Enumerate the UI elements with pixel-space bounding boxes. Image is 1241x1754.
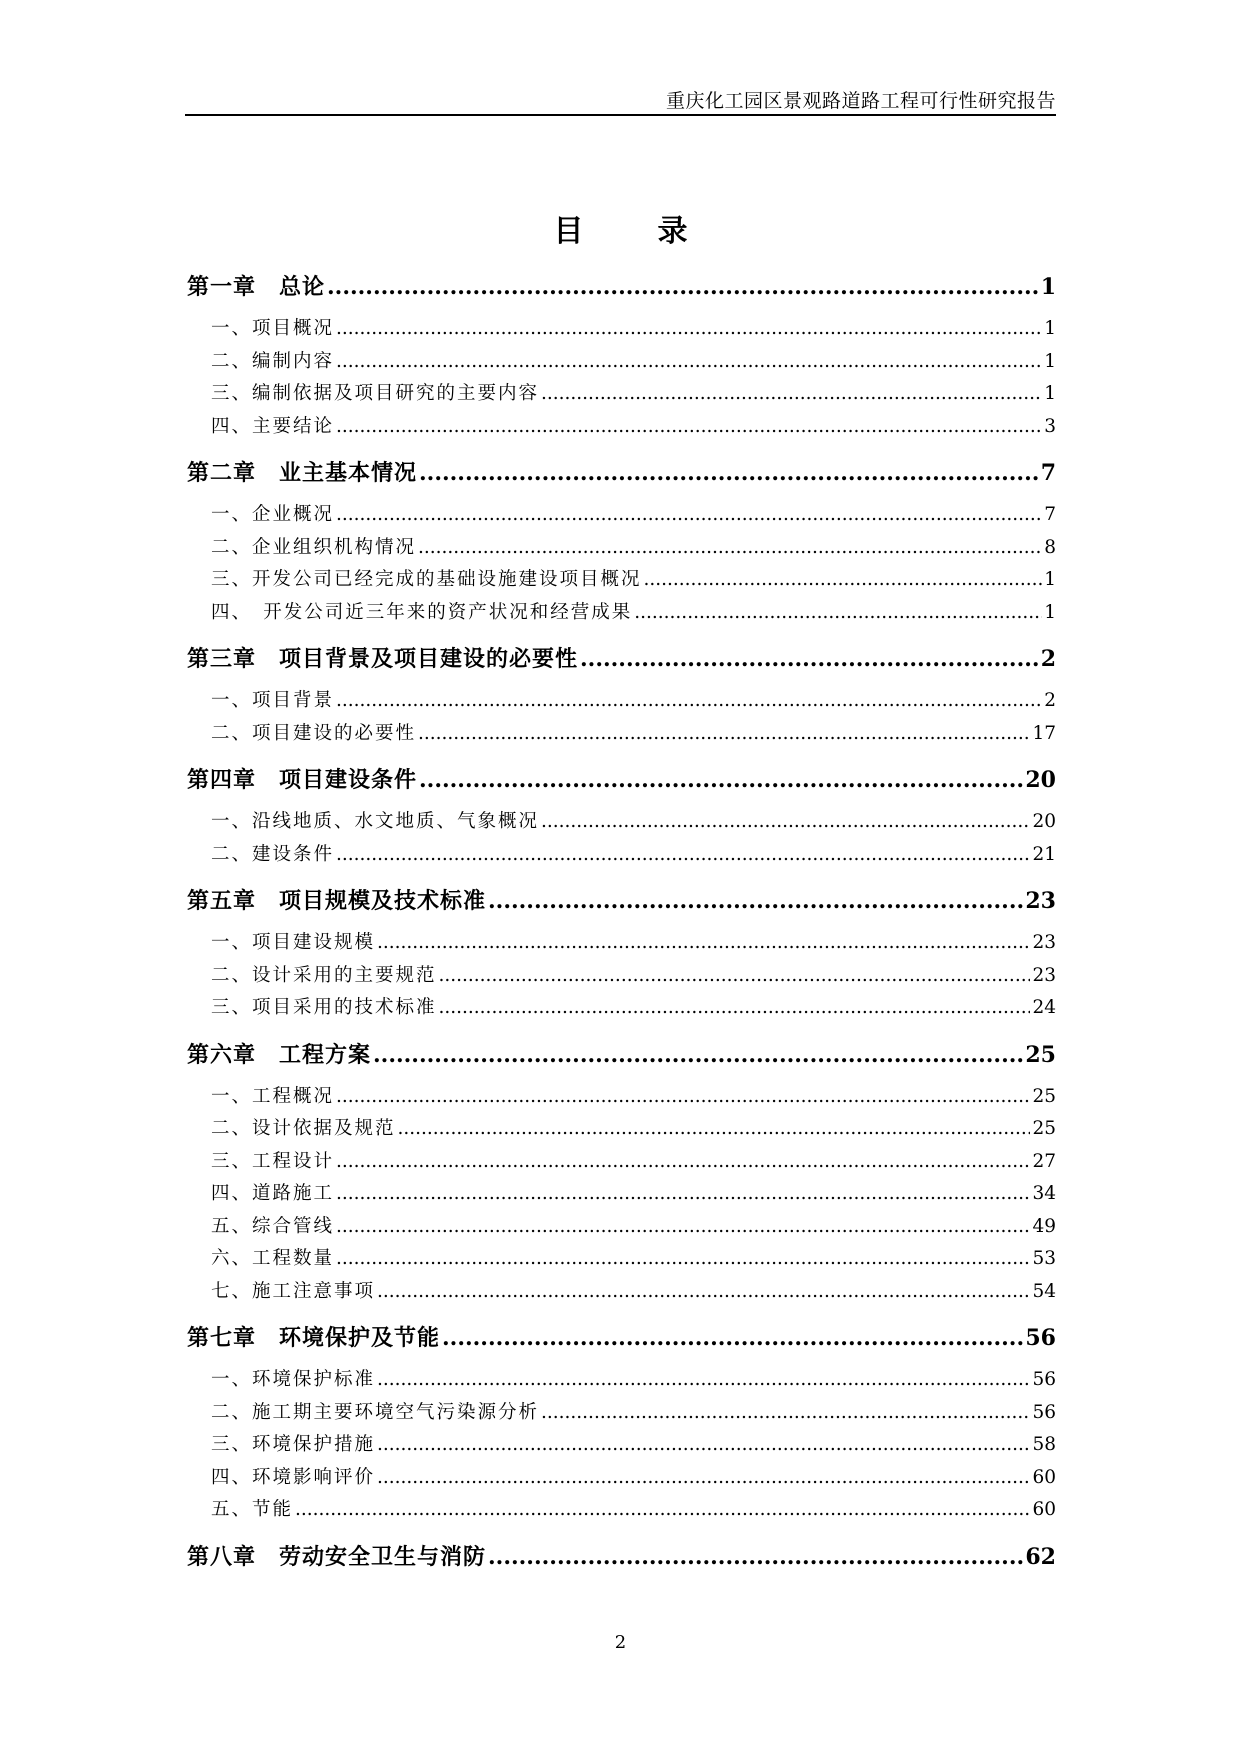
toc-section-label: 二、企业组织机构情况 bbox=[211, 536, 417, 558]
dot-leader bbox=[644, 564, 1043, 597]
dot-leader bbox=[336, 1211, 1030, 1244]
toc-section-page: 25 bbox=[1032, 1118, 1056, 1139]
toc-section-page: 7 bbox=[1044, 504, 1056, 525]
toc-section-label: 三、工程设计 bbox=[211, 1150, 335, 1172]
toc-section-page: 2 bbox=[1044, 690, 1056, 711]
toc-section-entry[interactable] bbox=[187, 718, 1056, 751]
dot-leader bbox=[418, 532, 1042, 565]
dot-leader bbox=[377, 1276, 1030, 1309]
toc-section-entry[interactable] bbox=[187, 1276, 1056, 1309]
toc-section-entry[interactable] bbox=[187, 1178, 1056, 1211]
toc-section-page: 1 bbox=[1044, 601, 1056, 623]
toc-chapter-entry[interactable] bbox=[187, 1540, 1056, 1571]
toc-section-entry[interactable] bbox=[187, 346, 1056, 379]
toc-title: 目 录 bbox=[553, 214, 710, 249]
toc-section-entry[interactable] bbox=[187, 1113, 1056, 1146]
toc-section-page: 56 bbox=[1032, 1369, 1056, 1390]
toc-section-page: 8 bbox=[1044, 536, 1056, 558]
toc-section-entry[interactable] bbox=[187, 839, 1056, 872]
toc-section-entry[interactable] bbox=[187, 685, 1056, 718]
toc-section-label: 五、节能 bbox=[211, 1499, 294, 1520]
toc-chapter-entry[interactable] bbox=[187, 1038, 1056, 1069]
toc-chapter-page: 7 bbox=[1040, 460, 1056, 486]
toc-section-page: 27 bbox=[1032, 1150, 1056, 1172]
dot-leader bbox=[488, 1544, 1023, 1570]
toc-chapter-label: 第四章 项目建设条件 bbox=[187, 767, 418, 793]
toc-section-label: 二、设计依据及规范 bbox=[211, 1118, 396, 1139]
toc-section-page: 1 bbox=[1044, 318, 1056, 339]
dot-leader bbox=[373, 1042, 1023, 1068]
toc-chapter-entry[interactable] bbox=[187, 884, 1056, 915]
toc-section-label: 一、项目建设规模 bbox=[211, 932, 376, 953]
toc-section-page: 56 bbox=[1032, 1401, 1056, 1423]
toc-section-label: 三、开发公司已经完成的基础设施建设项目概况 bbox=[211, 569, 642, 590]
toc-section-label: 三、项目采用的技术标准 bbox=[211, 997, 437, 1018]
toc-section-page: 53 bbox=[1032, 1248, 1056, 1269]
toc-section-entry[interactable] bbox=[187, 532, 1056, 565]
toc-section-entry[interactable] bbox=[187, 992, 1056, 1025]
toc-section-entry[interactable] bbox=[187, 1146, 1056, 1179]
toc-chapter-label: 第八章 劳动安全卫生与消防 bbox=[187, 1543, 487, 1570]
toc-section-label: 一、工程概况 bbox=[211, 1085, 335, 1107]
toc-chapter-entry[interactable] bbox=[187, 642, 1056, 673]
toc-section-label: 四、环境影响评价 bbox=[211, 1466, 376, 1488]
toc-section-entry[interactable] bbox=[187, 1081, 1056, 1114]
toc-section-entry[interactable] bbox=[187, 1462, 1056, 1495]
dot-leader bbox=[541, 378, 1042, 411]
dot-leader bbox=[541, 806, 1030, 839]
toc-section-page: 17 bbox=[1032, 722, 1056, 744]
toc-section-entry[interactable] bbox=[187, 378, 1056, 411]
toc-section-label: 五、综合管线 bbox=[211, 1215, 335, 1237]
dot-leader bbox=[336, 1178, 1030, 1211]
toc-chapter-entry[interactable] bbox=[187, 456, 1056, 487]
toc-section-entry[interactable] bbox=[187, 597, 1056, 630]
dot-leader bbox=[327, 274, 1039, 300]
toc-section-label: 二、施工期主要环境空气污染源分析 bbox=[211, 1401, 540, 1423]
toc-section-page: 23 bbox=[1032, 964, 1056, 986]
dot-leader bbox=[439, 960, 1031, 993]
toc-section-entry[interactable] bbox=[187, 313, 1056, 346]
toc-chapter-label: 第二章 业主基本情况 bbox=[187, 460, 418, 486]
dot-leader bbox=[336, 1146, 1030, 1179]
dot-leader bbox=[295, 1494, 1030, 1527]
toc-section-label: 四、道路施工 bbox=[211, 1183, 335, 1204]
toc-chapter-page: 62 bbox=[1025, 1543, 1056, 1570]
toc-chapter-page: 25 bbox=[1025, 1041, 1056, 1068]
dot-leader bbox=[580, 646, 1039, 672]
toc-chapter-page: 23 bbox=[1025, 888, 1056, 914]
dot-leader bbox=[634, 597, 1042, 630]
dot-leader bbox=[336, 411, 1042, 444]
toc-section-label: 七、施工注意事项 bbox=[211, 1280, 376, 1302]
toc-section-label: 四、主要结论 bbox=[211, 415, 335, 437]
toc-section-label: 六、工程数量 bbox=[211, 1248, 335, 1269]
header-rule bbox=[185, 114, 1056, 116]
toc-section-page: 54 bbox=[1032, 1280, 1056, 1302]
toc-section-page: 60 bbox=[1032, 1466, 1056, 1488]
dot-leader bbox=[442, 1325, 1023, 1351]
dot-leader bbox=[336, 499, 1042, 532]
dot-leader bbox=[398, 1113, 1031, 1146]
toc-chapter-page: 2 bbox=[1040, 646, 1056, 672]
toc-section-label: 二、建设条件 bbox=[211, 843, 335, 865]
toc-chapter-label: 第七章 环境保护及节能 bbox=[187, 1325, 441, 1351]
toc-section-label: 三、环境保护措施 bbox=[211, 1434, 376, 1455]
toc-section-label: 三、编制依据及项目研究的主要内容 bbox=[211, 383, 540, 404]
toc-section-label: 一、企业概况 bbox=[211, 504, 335, 525]
dot-leader bbox=[377, 1429, 1030, 1462]
toc-section-page: 25 bbox=[1032, 1085, 1056, 1107]
toc-section-entry[interactable] bbox=[187, 499, 1056, 532]
dot-leader bbox=[336, 313, 1042, 346]
toc-section-label: 一、项目概况 bbox=[211, 318, 335, 339]
toc-section-entry[interactable] bbox=[187, 1429, 1056, 1462]
toc-section-entry[interactable] bbox=[187, 960, 1056, 993]
toc-chapter-label: 第六章 工程方案 bbox=[187, 1041, 372, 1068]
running-header: 重庆化工园区景观路道路工程可行性研究报告 bbox=[665, 90, 1056, 112]
dot-leader bbox=[336, 1081, 1030, 1114]
toc-section-entry[interactable] bbox=[187, 1364, 1056, 1397]
toc-chapter-label: 第三章 项目背景及项目建设的必要性 bbox=[187, 646, 579, 672]
toc-chapter-entry[interactable] bbox=[187, 1321, 1056, 1352]
toc-section-page: 20 bbox=[1032, 811, 1056, 832]
toc-section-label: 一、沿线地质、水文地质、气象概况 bbox=[211, 811, 540, 832]
toc-section-label: 二、编制内容 bbox=[211, 350, 335, 372]
dot-leader bbox=[419, 460, 1039, 486]
dot-leader bbox=[377, 1462, 1030, 1495]
table-of-contents bbox=[187, 270, 1056, 1583]
toc-section-page: 60 bbox=[1032, 1499, 1056, 1520]
toc-section-page: 1 bbox=[1044, 350, 1056, 372]
dot-leader bbox=[336, 346, 1042, 379]
toc-section-label: 二、设计采用的主要规范 bbox=[211, 964, 437, 986]
toc-chapter-entry[interactable] bbox=[187, 763, 1056, 794]
toc-section-page: 1 bbox=[1044, 569, 1056, 590]
toc-section-label: 一、环境保护标准 bbox=[211, 1369, 376, 1390]
dot-leader bbox=[377, 1364, 1030, 1397]
toc-section-entry[interactable] bbox=[187, 1243, 1056, 1276]
dot-leader bbox=[336, 1243, 1030, 1276]
dot-leader bbox=[419, 767, 1023, 793]
toc-section-entry[interactable] bbox=[187, 1494, 1056, 1527]
toc-chapter-label: 第五章 项目规模及技术标准 bbox=[187, 888, 487, 914]
toc-chapter-label: 第一章 总论 bbox=[187, 274, 326, 300]
toc-section-page: 21 bbox=[1032, 843, 1056, 865]
toc-section-entry[interactable] bbox=[187, 411, 1056, 444]
toc-section-entry[interactable] bbox=[187, 1397, 1056, 1430]
dot-leader bbox=[336, 685, 1042, 718]
toc-section-page: 3 bbox=[1044, 415, 1056, 437]
toc-section-entry[interactable] bbox=[187, 927, 1056, 960]
toc-section-page: 58 bbox=[1032, 1434, 1056, 1455]
dot-leader bbox=[488, 888, 1023, 914]
toc-section-page: 49 bbox=[1032, 1215, 1056, 1237]
toc-chapter-page: 20 bbox=[1025, 767, 1056, 793]
dot-leader bbox=[418, 718, 1030, 751]
toc-section-page: 24 bbox=[1032, 997, 1056, 1018]
toc-section-label: 四、 开发公司近三年来的资产状况和经营成果 bbox=[211, 601, 633, 623]
toc-section-page: 1 bbox=[1044, 383, 1056, 404]
dot-leader bbox=[541, 1397, 1030, 1430]
page-number: 2 bbox=[614, 1632, 627, 1653]
toc-section-label: 二、项目建设的必要性 bbox=[211, 722, 417, 744]
toc-chapter-page: 56 bbox=[1025, 1325, 1056, 1351]
dot-leader bbox=[439, 992, 1031, 1025]
toc-section-entry[interactable] bbox=[187, 806, 1056, 839]
toc-section-label: 一、项目背景 bbox=[211, 690, 335, 711]
toc-section-entry[interactable] bbox=[187, 1211, 1056, 1244]
toc-section-entry[interactable] bbox=[187, 564, 1056, 597]
toc-section-page: 23 bbox=[1032, 932, 1056, 953]
toc-section-page: 34 bbox=[1032, 1183, 1056, 1204]
dot-leader bbox=[336, 839, 1030, 872]
toc-chapter-page: 1 bbox=[1040, 274, 1056, 300]
dot-leader bbox=[377, 927, 1030, 960]
toc-chapter-entry[interactable] bbox=[187, 270, 1056, 301]
